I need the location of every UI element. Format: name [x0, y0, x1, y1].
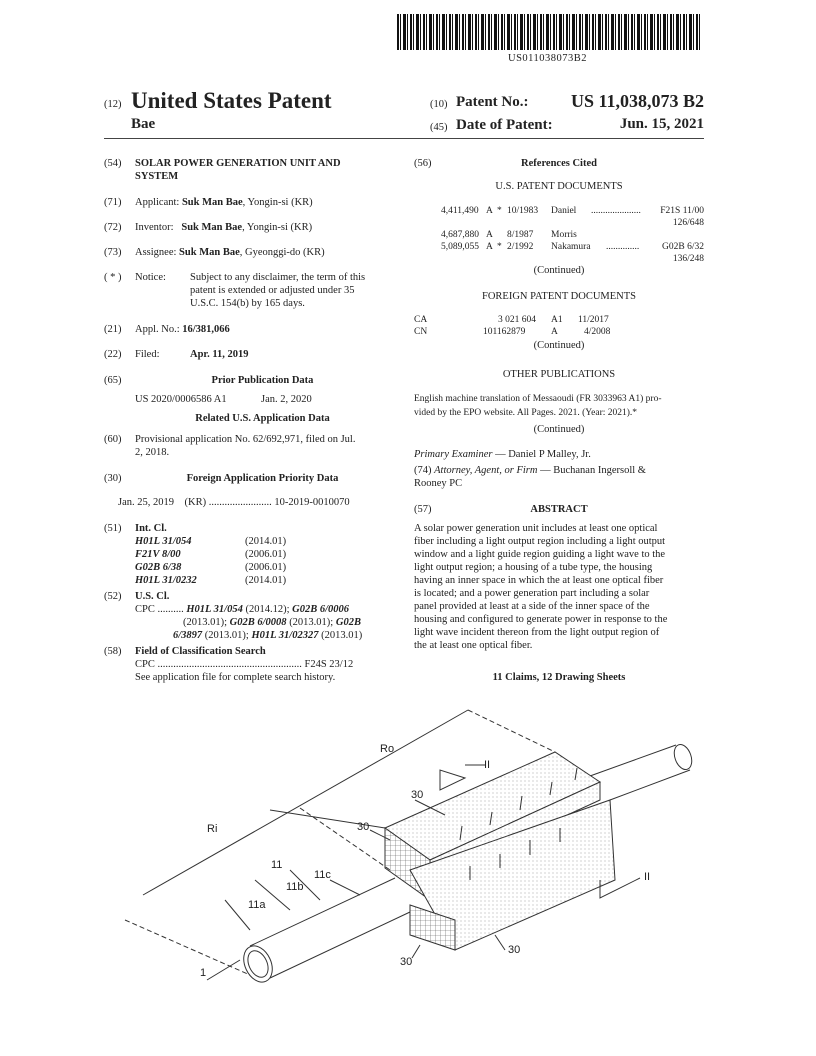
int-cl-row: H01L 31/054 (2014.01) — [135, 536, 287, 547]
int-cl-row: F21V 8/00 (2006.01) — [135, 549, 287, 560]
continued-us: (Continued) — [533, 265, 585, 276]
header-code-45: (45) — [430, 122, 448, 133]
prior-pub-title: Prior Publication Data — [211, 375, 314, 386]
date-label: Date of Patent: — [456, 117, 553, 133]
foreign-docs-title: FOREIGN PATENT DOCUMENTS — [481, 291, 637, 302]
label-1: 1 — [200, 967, 207, 979]
appl-no-line: Appl. No.: 16/381,066 — [135, 324, 230, 335]
label-11c: 11c — [314, 869, 331, 881]
field-search-title: Field of Classification Search — [135, 646, 266, 657]
invention-title-line1: SOLAR POWER GENERATION UNIT AND — [135, 158, 341, 169]
attorney-line2: Rooney PC — [414, 478, 463, 489]
label-30d: 30 — [400, 956, 413, 968]
field-code-30: (30) — [104, 473, 122, 484]
int-cl-title: Int. Cl. — [135, 523, 167, 534]
field-code-73: (73) — [104, 247, 122, 258]
inventor-short: Bae — [131, 116, 156, 132]
refs-title: References Cited — [521, 158, 597, 169]
header-rule — [104, 138, 704, 139]
us-doc-row: 5,089,055 A * 2/1992 Nakamura .............. G02B 6/32 — [441, 242, 704, 252]
patent-date: Jun. 15, 2021 — [619, 116, 704, 132]
label-11: 11 — [271, 859, 283, 871]
us-docs-list: 4,411,490 A * 10/1983 Daniel ..................... F21S 11/00 126/648 4,687,880 A 8/1987 Morris 5,089,055 A * 2/1992 Nakamura .............. G02B 6/32 136/248 — [441, 206, 704, 264]
field-code-52: (52) — [104, 591, 122, 602]
us-docs-title: U.S. PATENT DOCUMENTS — [495, 181, 623, 192]
int-cl-row: H01L 31/0232 (2014.01) — [135, 575, 287, 586]
field-code-71: (71) — [104, 197, 122, 208]
field-code-72: (72) — [104, 222, 122, 233]
attorney-line: (74) Attorney, Agent, or Firm — Buchanan Ingersoll & — [414, 465, 646, 476]
notice-code: ( * ) — [104, 272, 122, 283]
barcode — [397, 14, 702, 50]
foreign-doc-row: CA 3 021 604 A1 11/2017 — [414, 315, 609, 325]
filed-date: Apr. 11, 2019 — [190, 349, 249, 360]
foreign-priority-row: Jan. 25, 2019 (KR) ........................ 10-2019-0010070 — [118, 497, 350, 508]
abstract-title: ABSTRACT — [530, 504, 588, 515]
field-code-57: (57) — [414, 504, 432, 515]
other-pubs-text: English machine translation of Messaoudi (FR 3033963 A1) pro- vided by the EPO website. All Pages. 2021. (Year: 2021).* — [414, 394, 662, 418]
int-cl-list — [135, 535, 286, 587]
examiner-line: Primary Examiner — Daniel P Malley, Jr. — [414, 449, 591, 460]
header-code-10: (10) — [430, 99, 448, 110]
field-search-cpc: CPC ....................................................... F24S 23/12 — [135, 659, 354, 670]
us-cl-cpc: CPC .......... H01L 31/054 (2014.12); G02B 6/0006 (2013.01); G02B 6/0008 (2013.01); G02B 6/3897 (2013.01); H01L 31/02327 (2013.01) — [135, 604, 363, 641]
foreign-doc-row: CN 101162879 A 4/2008 — [414, 327, 611, 337]
field-code-56: (56) — [414, 158, 432, 169]
notice-label: Notice: — [135, 272, 166, 283]
other-pubs-title: OTHER PUBLICATIONS — [502, 369, 616, 380]
provisional-text: Provisional application No. 62/692,971, filed on Jul. 2, 2018. — [135, 434, 356, 458]
us-doc-row: 4,687,880 A 8/1987 Morris — [441, 230, 577, 240]
label-11a: 11a — [248, 899, 266, 911]
field-code-51: (51) — [104, 523, 122, 534]
label-ro: Ro — [380, 743, 395, 755]
prior-pub-number: US 2020/0006586 A1 — [135, 394, 227, 405]
label-30b: 30 — [357, 821, 370, 833]
label-11b: 11b — [286, 881, 304, 893]
claims-line: 11 Claims, 12 Drawing Sheets — [492, 672, 626, 683]
field-code-54: (54) — [104, 158, 122, 169]
patent-title: United States Patent — [131, 88, 332, 113]
continued-other: (Continued) — [533, 424, 585, 435]
assignee-line: Assignee: Suk Man Bae, Gyeonggi-do (KR) — [135, 247, 325, 258]
label-30a: 30 — [411, 789, 424, 801]
applicant-line: Applicant: Suk Man Bae, Yongin-si (KR) — [135, 197, 313, 208]
foreign-priority-title: Foreign Application Priority Data — [186, 473, 339, 484]
field-code-58: (58) — [104, 646, 122, 657]
patent-drawing — [120, 700, 710, 1000]
field-search-note: See application file for complete search history. — [135, 672, 336, 683]
prior-pub-date: Jan. 2, 2020 — [261, 394, 312, 405]
label-ri: Ri — [207, 823, 218, 835]
barcode-number: US011038073B2 — [508, 53, 588, 64]
filed-label: Filed: — [135, 349, 160, 360]
us-cl-title: U.S. Cl. — [135, 591, 170, 602]
field-code-60: (60) — [104, 434, 122, 445]
field-code-65: (65) — [104, 375, 122, 386]
patent-number: US 11,038,073 B2 — [570, 91, 704, 111]
foreign-docs-list — [414, 314, 704, 338]
notice-text: Subject to any disclaimer, the term of this patent is extended or adjusted under 35 U.S.C. 154(b) by 165 days. — [190, 272, 366, 309]
us-doc-row: 4,411,490 A * 10/1983 Daniel ..................... F21S 11/00 — [441, 206, 704, 216]
int-cl-row: G02B 6/38 (2006.01) — [135, 562, 287, 573]
label-ii-right: II — [644, 871, 651, 883]
invention-title-line2: SYSTEM — [135, 171, 179, 182]
field-code-21: (21) — [104, 324, 122, 335]
label-30c: 30 — [508, 944, 521, 956]
field-code-22: (22) — [104, 349, 122, 360]
continued-foreign: (Continued) — [533, 340, 585, 351]
abstract-text: A solar power generation unit includes at least one optical fiber including a light output region including a light output window and a light guide region guiding a light wave to the light output region; a housing of a tube type, the housing having an inner space in which the at least one optical fiber is located; and a power generation part including a solar panel provided at least at a side of the inner space of the housing and configured to generate power in response to the light wave incident thereon from the light output region of the at least one optical fiber. — [414, 523, 668, 651]
inventor-line: Inventor: Suk Man Bae, Yongin-si (KR) — [135, 222, 313, 233]
label-ii-top: II — [484, 759, 491, 771]
patent-no-label: Patent No.: — [456, 94, 529, 110]
related-app-title: Related U.S. Application Data — [195, 413, 330, 424]
header-code-12: (12) — [104, 99, 122, 110]
